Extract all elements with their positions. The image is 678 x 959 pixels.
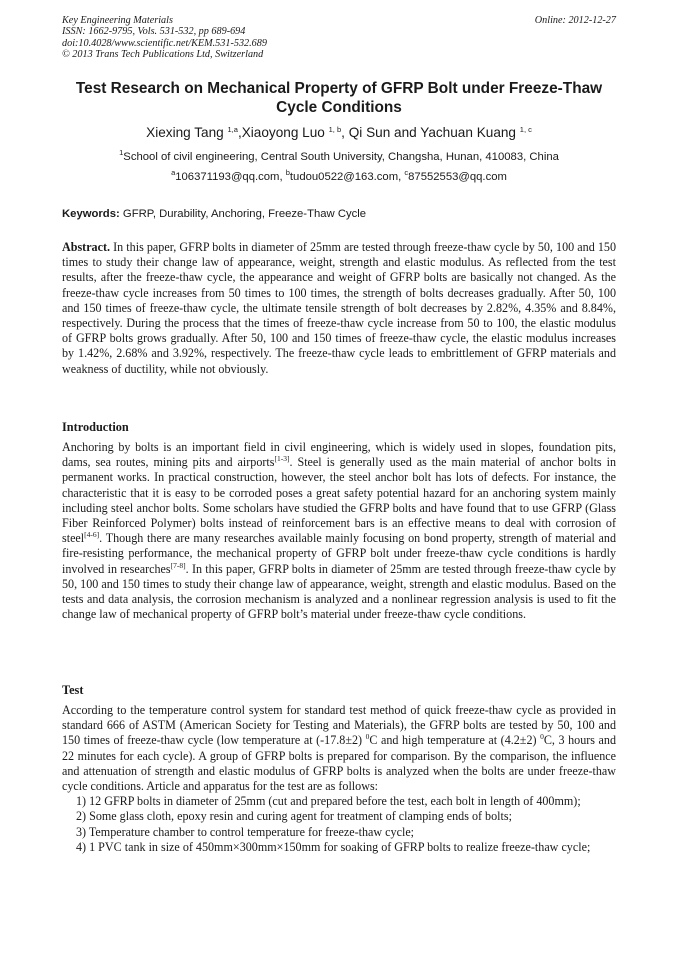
keywords-text: GFRP, Durability, Anchoring, Freeze-Thaw Cycle bbox=[119, 208, 367, 220]
affiliation-mark: 1 bbox=[119, 148, 124, 157]
list-item: 4) 1 PVC tank in size of 450mm×300mm×150mm for soaking of GFRP bolts to realize freeze-thaw cycle; bbox=[76, 839, 591, 854]
email-mark: a bbox=[171, 168, 176, 177]
author-name: Xiexing Tang bbox=[146, 125, 224, 140]
abstract-text: In this paper, GFRP bolts in diameter of 25mm are tested through freeze-thaw cycle by 50, 100 and 150 times to study their change law of appearance, weight, strength and elastic modulus. As reflected from the test results, after the freeze-thaw cycle, the appearance and weight of GFRP bolts are basically not changed. As the freeze-thaw cycle increases from 50 times to 100 times, the strength of bolts decreases gradually. After 50, 100 and 150 times of freeze-thaw cycle, the ultimate tensile strength of bolt decreases by 2.82%, 4.35% and 8.84%, respectively. During the process that the times of freeze-thaw cycle increase from 50 to 100, the elastic modulus of GFRP bolts grows gradually. After 50, 100 and 150 times of freeze-thaw cycle, the elastic modulus increases by 1.42%, 2.68% and 3.92%, respectively. The freeze-thaw cycle leads to embrittlement of GFRP materials and weakness of ductility, while not obviously. bbox=[62, 240, 616, 376]
author-name: ,Xiaoyong Luo bbox=[237, 125, 325, 140]
list-item: 3) Temperature chamber to control temperature for freeze-thaw cycle; bbox=[76, 824, 415, 839]
author-emails bbox=[62, 170, 616, 184]
affiliation-text: School of civil engineering, Central South University, Changsha, Hunan, 410083, China bbox=[123, 151, 559, 163]
paper-title: Test Research on Mechanical Property of GFRP Bolt under Freeze-Thaw Cycle Conditions bbox=[75, 80, 603, 116]
journal-name: Key Engineering Materials bbox=[62, 15, 173, 26]
author-name: , Qi Sun and Yachuan Kuang bbox=[341, 125, 516, 140]
list-item: 2) Some glass cloth, epoxy resin and curing agent for treatment of clamping ends of bolts; bbox=[76, 809, 512, 824]
online-date: Online: 2012-12-27 bbox=[534, 15, 616, 26]
citation[interactable]: [1-3] bbox=[274, 454, 290, 464]
journal-header bbox=[62, 15, 616, 60]
paragraph-text: Anchoring by bolts is an important field in civil engineering, which is widely used in slopes, foundation pits, dams, sea routes, mining pits and airports bbox=[62, 440, 616, 470]
citation[interactable]: [7-8] bbox=[170, 560, 186, 570]
superscript: 0 bbox=[540, 732, 544, 742]
email-mark: c bbox=[404, 168, 409, 177]
keywords-label: Keywords: bbox=[62, 208, 120, 220]
doi-line: doi:10.4028/www.scientific.net/KEM.531-532.689 bbox=[62, 37, 267, 49]
section-heading-test: Test bbox=[62, 683, 84, 697]
email-link[interactable]: 87552553@qq.com bbox=[408, 171, 507, 183]
email-link[interactable]: 106371193@qq.com, bbox=[175, 171, 286, 183]
author-affiliation-mark: 1, c bbox=[519, 125, 532, 134]
list-item: 1) 12 GFRP bolts in diameter of 25mm (cut and prepared before the test, each bolt in length of 400mm); bbox=[76, 794, 581, 809]
author-line bbox=[62, 125, 616, 141]
introduction-text bbox=[62, 440, 616, 622]
keywords bbox=[62, 207, 616, 221]
paragraph-text: . In this paper, GFRP bolts in diameter of 25mm are tested through freeze-thaw cycle by 50, 100 and 150 times to study their change law of appearance, weight, strength and elastic modulus. Based on the tests and data analysis, the corrosion mechanism is analyzed and a nonlinear regression analysis is used to fit the change law of mechanical property of GFRP bolt’s material under freeze-thaw cycle conditions. bbox=[62, 561, 616, 622]
email-link[interactable]: tudou0522@163.com, bbox=[289, 171, 405, 183]
author-affiliation-mark: 1, b bbox=[328, 125, 342, 134]
abstract bbox=[62, 240, 616, 377]
section-heading-introduction: Introduction bbox=[62, 420, 129, 434]
citation[interactable]: [4-6] bbox=[84, 530, 100, 540]
affiliation bbox=[62, 150, 616, 164]
issn-line: ISSN: 1662-9795, Vols. 531-532, pp 689-694 bbox=[62, 26, 246, 38]
paragraph-text: According to the temperature control system for standard test method of quick freeze-thaw cycle as provided in standard 666 of ASTM (American Society for Testing and Materials), the GFRP bolts are tested by 50, 100 and 150 times of freeze-thaw cycle (low temperature at (-17.8±2) bbox=[62, 703, 616, 748]
email-mark: b bbox=[285, 168, 290, 177]
superscript: 0 bbox=[365, 732, 370, 742]
author-affiliation-mark: 1,a bbox=[227, 125, 238, 134]
paragraph-text: C, 3 hours and 22 minutes for each cycle). A group of GFRP bolts is prepared for comparison. By the comparison, the influence and attenuation of strength and elastic modulus of GFRP bolts is analyzed when the bolts are under freeze-thaw cycle conditions. Article and apparatus for the test are as follows: bbox=[62, 733, 616, 794]
paragraph-text: . Steel is generally used as the main material of anchor bolts in permanent works. In practical construction, however, the steel anchor bolt has lots of defects. For instance, the characteristic that it is easy to be corroded poses a great safety potential hazard for an anchoring system mainly including steel anchor bolts. Some scholars have studied the GFRP bolts and have found that to use GFRP (Glass Fiber Reinforced Polymer) bolts instead of reinforcement bars is an effective means to deal with corrosion of steel bbox=[62, 455, 616, 546]
copyright-line: © 2013 Trans Tech Publications Ltd, Switzerland bbox=[62, 48, 264, 60]
abstract-label: Abstract. bbox=[62, 240, 111, 254]
paragraph-text: . Though there are many researches available mainly focusing on bond property, strength of material and fire-resisting performance, the mechanical property of GFRP bolt under freeze-thaw cycle conditions is hardly involved in researches bbox=[62, 531, 616, 576]
paragraph-text: C and high temperature at (4.2±2) bbox=[369, 733, 541, 748]
test-section bbox=[62, 703, 616, 855]
